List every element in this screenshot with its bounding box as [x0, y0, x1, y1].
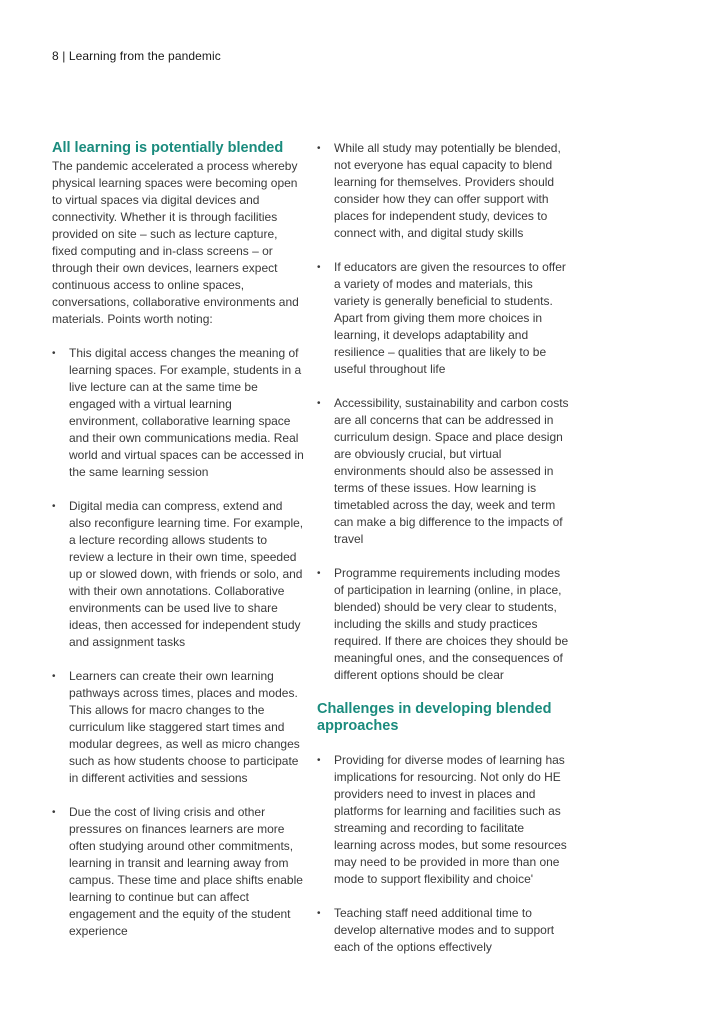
section-heading-challenges: Challenges in developing blended approaches — [317, 701, 552, 734]
bullet-icon: • — [317, 398, 321, 409]
left-bullet-list — [52, 345, 304, 940]
list-item: • Accessibility, sustainability and carbon costs are all concerns that can be addressed in curriculum design. Space and place design are obviously crucial, but virtual environments should also be assessed in terms of these issues. How learning is timetabled across the day, week and term can make a big difference to the impacts of travel — [317, 396, 569, 546]
list-item: • Programme requirements including modes of participation in learning (online, in place, blended) should be very clear to students, including the skills and study practices required. If there are choices they should be meaningful ones, and the consequences of different options should be clear — [317, 566, 569, 682]
list-item: • Digital media can compress, extend and also reconfigure learning time. For example, a lecture recording allows students to review a lecture in their own time, speeded up or slowed down, with friends or solo, and with their own annotations. Collaborative environments can be used live to share ideas, then accessed for independent study and assignment tasks — [52, 499, 304, 649]
bullet-icon: • — [52, 807, 56, 818]
bullet-icon: • — [52, 671, 56, 682]
right-column — [317, 140, 569, 973]
list-item: • Teaching staff need additional time to develop alternative modes and to support each of the options effectively — [317, 906, 555, 954]
list-item: • Due the cost of living crisis and other pressures on finances learners are more often studying around other commitments, learning in transit and learning away from campus. These time and place shifts enable learning to continue but can affect engagement and the equity of the student experience — [52, 805, 303, 938]
bullet-icon: • — [52, 501, 56, 512]
challenges-bullet-list — [317, 752, 569, 956]
list-item: • Providing for diverse modes of learning has implications for resourcing. Not only do HE providers need to invest in places and platforms for learning and facilities such as streaming and recording to facilitate learning across modes, but some resources may need to be provided in more than one mode to support flexibility and choice' — [317, 753, 567, 886]
list-item: • If educators are given the resources to offer a variety of modes and materials, this variety is generally beneficial to students. Apart from giving them more choices in learning, it develops adaptability and resilience – qualities that are likely to be useful throughout life — [317, 260, 566, 376]
bullet-icon: • — [317, 568, 321, 579]
list-item: • This digital access changes the meaning of learning spaces. For example, students in a live lecture can at the same time be engaged with a virtual learning environment, collaborative learning space and their own communications media. Real world and virtual spaces can be accessed in the same learning session — [52, 346, 304, 479]
list-item: • While all study may potentially be blended, not everyone has equal capacity to blend learning for themselves. Providers should consider how they can offer support with places for independent study, devices to connect with, and digital study skills — [317, 141, 561, 240]
bullet-icon: • — [317, 262, 321, 273]
section-heading-blended: All learning is potentially blended — [52, 140, 284, 156]
bullet-icon: • — [317, 143, 321, 154]
bullet-icon: • — [317, 908, 321, 919]
bullet-icon: • — [317, 755, 321, 766]
intro-paragraph: The pandemic accelerated a process whereby physical learning spaces were becoming open to virtual spaces via digital devices and connectivity. Whether it is through facilities provided on site – such as lecture capture, fixed computing and in-class screens – or through their own devices, learners expect continuous access to online spaces, conversations, collaborative environments and materials. Points worth noting: — [52, 159, 299, 326]
list-item: • Learners can create their own learning pathways across times, places and modes. This allows for macro changes to the curriculum like staggered start times and modular degrees, as well as micro changes such as how students choose to participate in different activities and sessions — [52, 669, 300, 785]
left-column — [52, 140, 304, 957]
right-bullet-list — [317, 140, 569, 684]
bullet-icon: • — [52, 348, 56, 359]
page-header: 8 | Learning from the pandemic — [52, 49, 221, 63]
